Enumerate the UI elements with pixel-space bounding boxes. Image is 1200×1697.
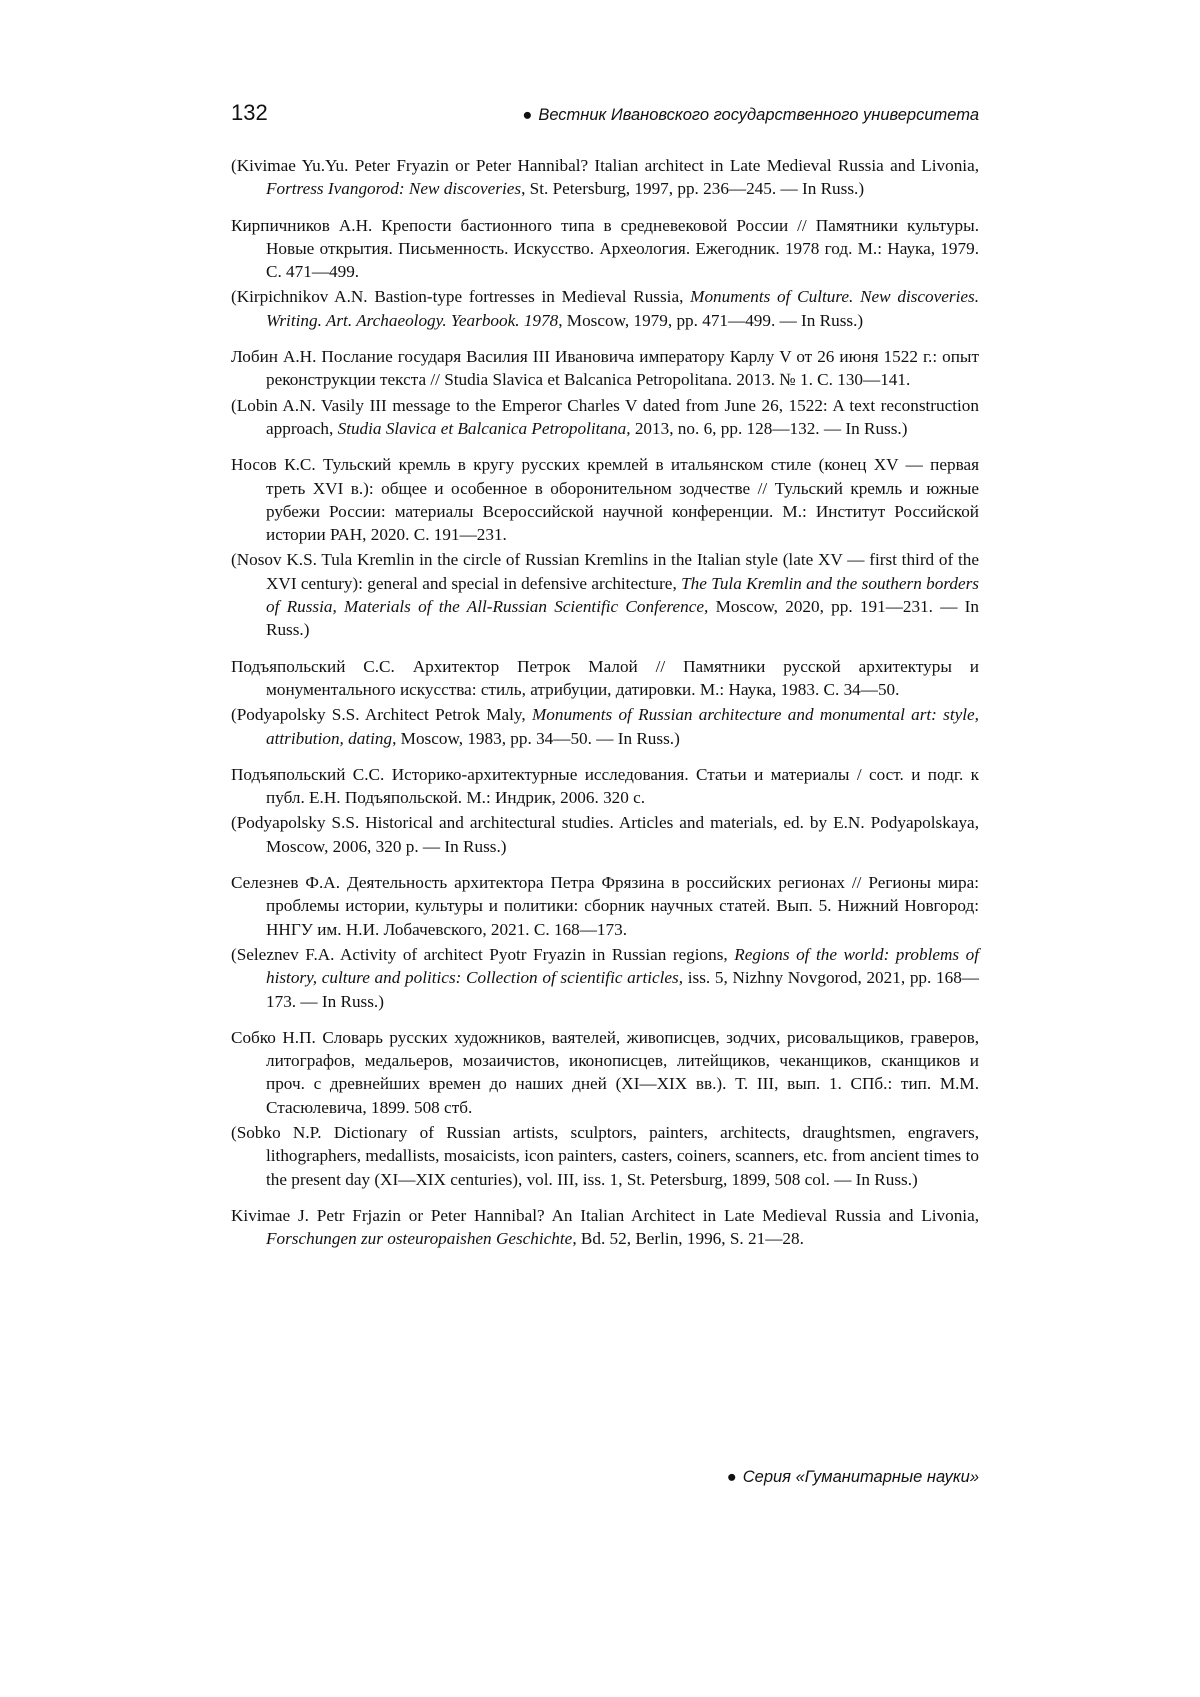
citation-text: 2013, no. 6, pp. 128—132. — In Russ.) bbox=[631, 419, 908, 438]
reference-entry bbox=[231, 871, 979, 1013]
citation-text: Носов К.С. Тульский кремль в кругу русских кремлей в итальянском стиле (конец XV — первая треть XVI в.): общее и особенное в оборонительном зодчестве // Тульский кремль и южные рубежи России: материалы Всероссийской научной конференции. М.: Институт Российской истории РАН, 2020. С. 191—231. bbox=[231, 455, 979, 544]
running-header bbox=[231, 100, 979, 130]
journal-page bbox=[0, 0, 1200, 1697]
page-number: 132 bbox=[231, 100, 268, 126]
reference-citation bbox=[231, 214, 979, 284]
citation-text: Подъяпольский С.С. Архитектор Петрок Малой // Памятники русской архитектуры и монументального искусства: стиль, атрибуции, датировки. М.: Наука, 1983. С. 34—50. bbox=[231, 657, 979, 699]
citation-title: The Tula Kremlin and the southern borders of Russia, Materials of the All-Russian Scientific Conference, bbox=[266, 574, 979, 616]
header-bullet: ● bbox=[522, 106, 532, 124]
citation-text: Лобин А.Н. Послание государя Василия III Ивановича императору Карлу V от 26 июня 1522 г.: опыт реконструкции текста // Studia Slavica et Balcanica Petropolitana. 2013. № 1. С. 130—141. bbox=[231, 347, 979, 389]
reference-entry bbox=[231, 154, 979, 201]
reference-entry bbox=[231, 763, 979, 858]
citation-title: Forschungen zur osteuropaishen Geschichte bbox=[266, 1229, 572, 1248]
reference-translation bbox=[231, 811, 979, 858]
reference-translation bbox=[231, 1121, 979, 1191]
citation-title: Monuments of Russian architecture and monumental art: style, attribution, dating bbox=[266, 705, 979, 747]
journal-name: Вестник Ивановского государственного университета bbox=[538, 106, 979, 124]
footer-bullet: ● bbox=[727, 1468, 737, 1486]
reference-entry bbox=[231, 345, 979, 440]
reference-citation bbox=[231, 655, 979, 702]
reference-citation bbox=[231, 1204, 979, 1251]
reference-entry bbox=[231, 1026, 979, 1191]
citation-text: , Moscow, 1979, pp. 471—499. — In Russ.) bbox=[558, 311, 863, 330]
reference-translation bbox=[231, 943, 979, 1013]
citation-text: iss. 5, Nizhny Novgorod, 2021, pp. 168—173. — In Russ.) bbox=[266, 968, 979, 1010]
series-title: Серия «Гуманитарные науки» bbox=[743, 1468, 979, 1486]
citation-text: (Kivimae Yu.Yu. Peter Fryazin or Peter Hannibal? Italian architect in Late Medieval Russia and Livonia, bbox=[231, 156, 979, 175]
citation-text: Кирпичников А.Н. Крепости бастионного типа в средневековой России // Памятники культуры. Новые открытия. Письменность. Искусство. Археология. Ежегодник. 1978 год. М.: Наука, 1979. С. 471—499. bbox=[231, 216, 979, 282]
citation-text: Kivimae J. Petr Frjazin or Peter Hannibal? An Italian Architect in Late Medieval Russia and Livonia, bbox=[231, 1206, 979, 1225]
citation-text: , St. Petersburg, 1997, pp. 236—245. — In Russ.) bbox=[521, 179, 864, 198]
citation-title: Studia Slavica et Balcanica Petropolitana, bbox=[338, 419, 631, 438]
journal-title bbox=[522, 106, 979, 125]
citation-text: Moscow, 2020, pp. 191—231. — In Russ.) bbox=[266, 597, 979, 639]
reference-citation bbox=[231, 871, 979, 941]
citation-text: (Seleznev F.A. Activity of architect Pyotr Fryazin in Russian regions, bbox=[231, 945, 734, 964]
citation-text: (Nosov K.S. Tula Kremlin in the circle of Russian Kremlins in the Italian style (late XV — first third of the XVI century): general and special in defensive architecture, bbox=[231, 550, 979, 592]
citation-text: , Moscow, 1983, pp. 34—50. — In Russ.) bbox=[392, 729, 680, 748]
reference-citation bbox=[231, 345, 979, 392]
citation-text: Собко Н.П. Словарь русских художников, ваятелей, живописцев, зодчих, рисовальщиков, граверов, литографов, медальеров, мозаичистов, иконописцев, литейщиков, чеканщиков, сканщиков и проч. с древнейших времен до наших дней (XI—XIX вв.). Т. III, вып. 1. СПб.: тип. М.М. Стасюлевича, 1899. 508 стб. bbox=[231, 1028, 979, 1117]
reference-citation bbox=[231, 763, 979, 810]
citation-text: (Sobko N.P. Dictionary of Russian artists, sculptors, painters, architects, draughtsmen, engravers, lithographers, medallists, mosaicists, icon painters, casters, coiners, scanners, etc. from ancient times to the present day (XI—XIX centuries), vol. III, iss. 1, St. Petersburg, 1899, 508 col. — In Russ.) bbox=[231, 1123, 979, 1189]
reference-citation bbox=[231, 1026, 979, 1119]
citation-text: , Bd. 52, Berlin, 1996, S. 21—28. bbox=[572, 1229, 804, 1248]
citation-text: Подъяпольский С.С. Историко-архитектурные исследования. Статьи и материалы / сост. и подг. к публ. Е.Н. Подъяпольской. М.: Индрик, 2006. 320 с. bbox=[231, 765, 979, 807]
citation-title: Monuments of Culture. New discoveries. Writing. Art. Archaeology. Yearbook. 1978 bbox=[266, 287, 979, 329]
reference-entry bbox=[231, 655, 979, 750]
reference-translation bbox=[231, 703, 979, 750]
citation-text: (Podyapolsky S.S. Architect Petrok Maly, bbox=[231, 705, 532, 724]
reference-entry bbox=[231, 214, 979, 332]
reference-translation bbox=[231, 285, 979, 332]
reference-translation bbox=[231, 394, 979, 441]
reference-list bbox=[231, 154, 979, 1263]
citation-title: Fortress Ivangorod: New discoveries bbox=[266, 179, 521, 198]
reference-citation bbox=[231, 154, 979, 201]
citation-title: Regions of the world: problems of history, culture and politics: Collection of scientific articles, bbox=[266, 945, 979, 987]
reference-citation bbox=[231, 453, 979, 546]
citation-text: (Lobin A.N. Vasily III message to the Emperor Charles V dated from June 26, 1522: A text reconstruction approach, bbox=[231, 396, 979, 438]
running-footer bbox=[231, 1468, 979, 1487]
citation-text: (Podyapolsky S.S. Historical and architectural studies. Articles and materials, ed. by E.N. Podyapolskaya, Moscow, 2006, 320 p. — In Russ.) bbox=[231, 813, 979, 855]
reference-entry bbox=[231, 453, 979, 641]
citation-text: (Kirpichnikov A.N. Bastion-type fortresses in Medieval Russia, bbox=[231, 287, 690, 306]
reference-translation bbox=[231, 548, 979, 641]
reference-entry bbox=[231, 1204, 979, 1251]
citation-text: Селезнев Ф.А. Деятельность архитектора Петра Фрязина в российских регионах // Регионы мира: проблемы истории, культуры и политики: сборник научных статей. Вып. 5. Нижний Новгород: ННГУ им. Н.И. Лобачевского, 2021. С. 168—173. bbox=[231, 873, 979, 939]
